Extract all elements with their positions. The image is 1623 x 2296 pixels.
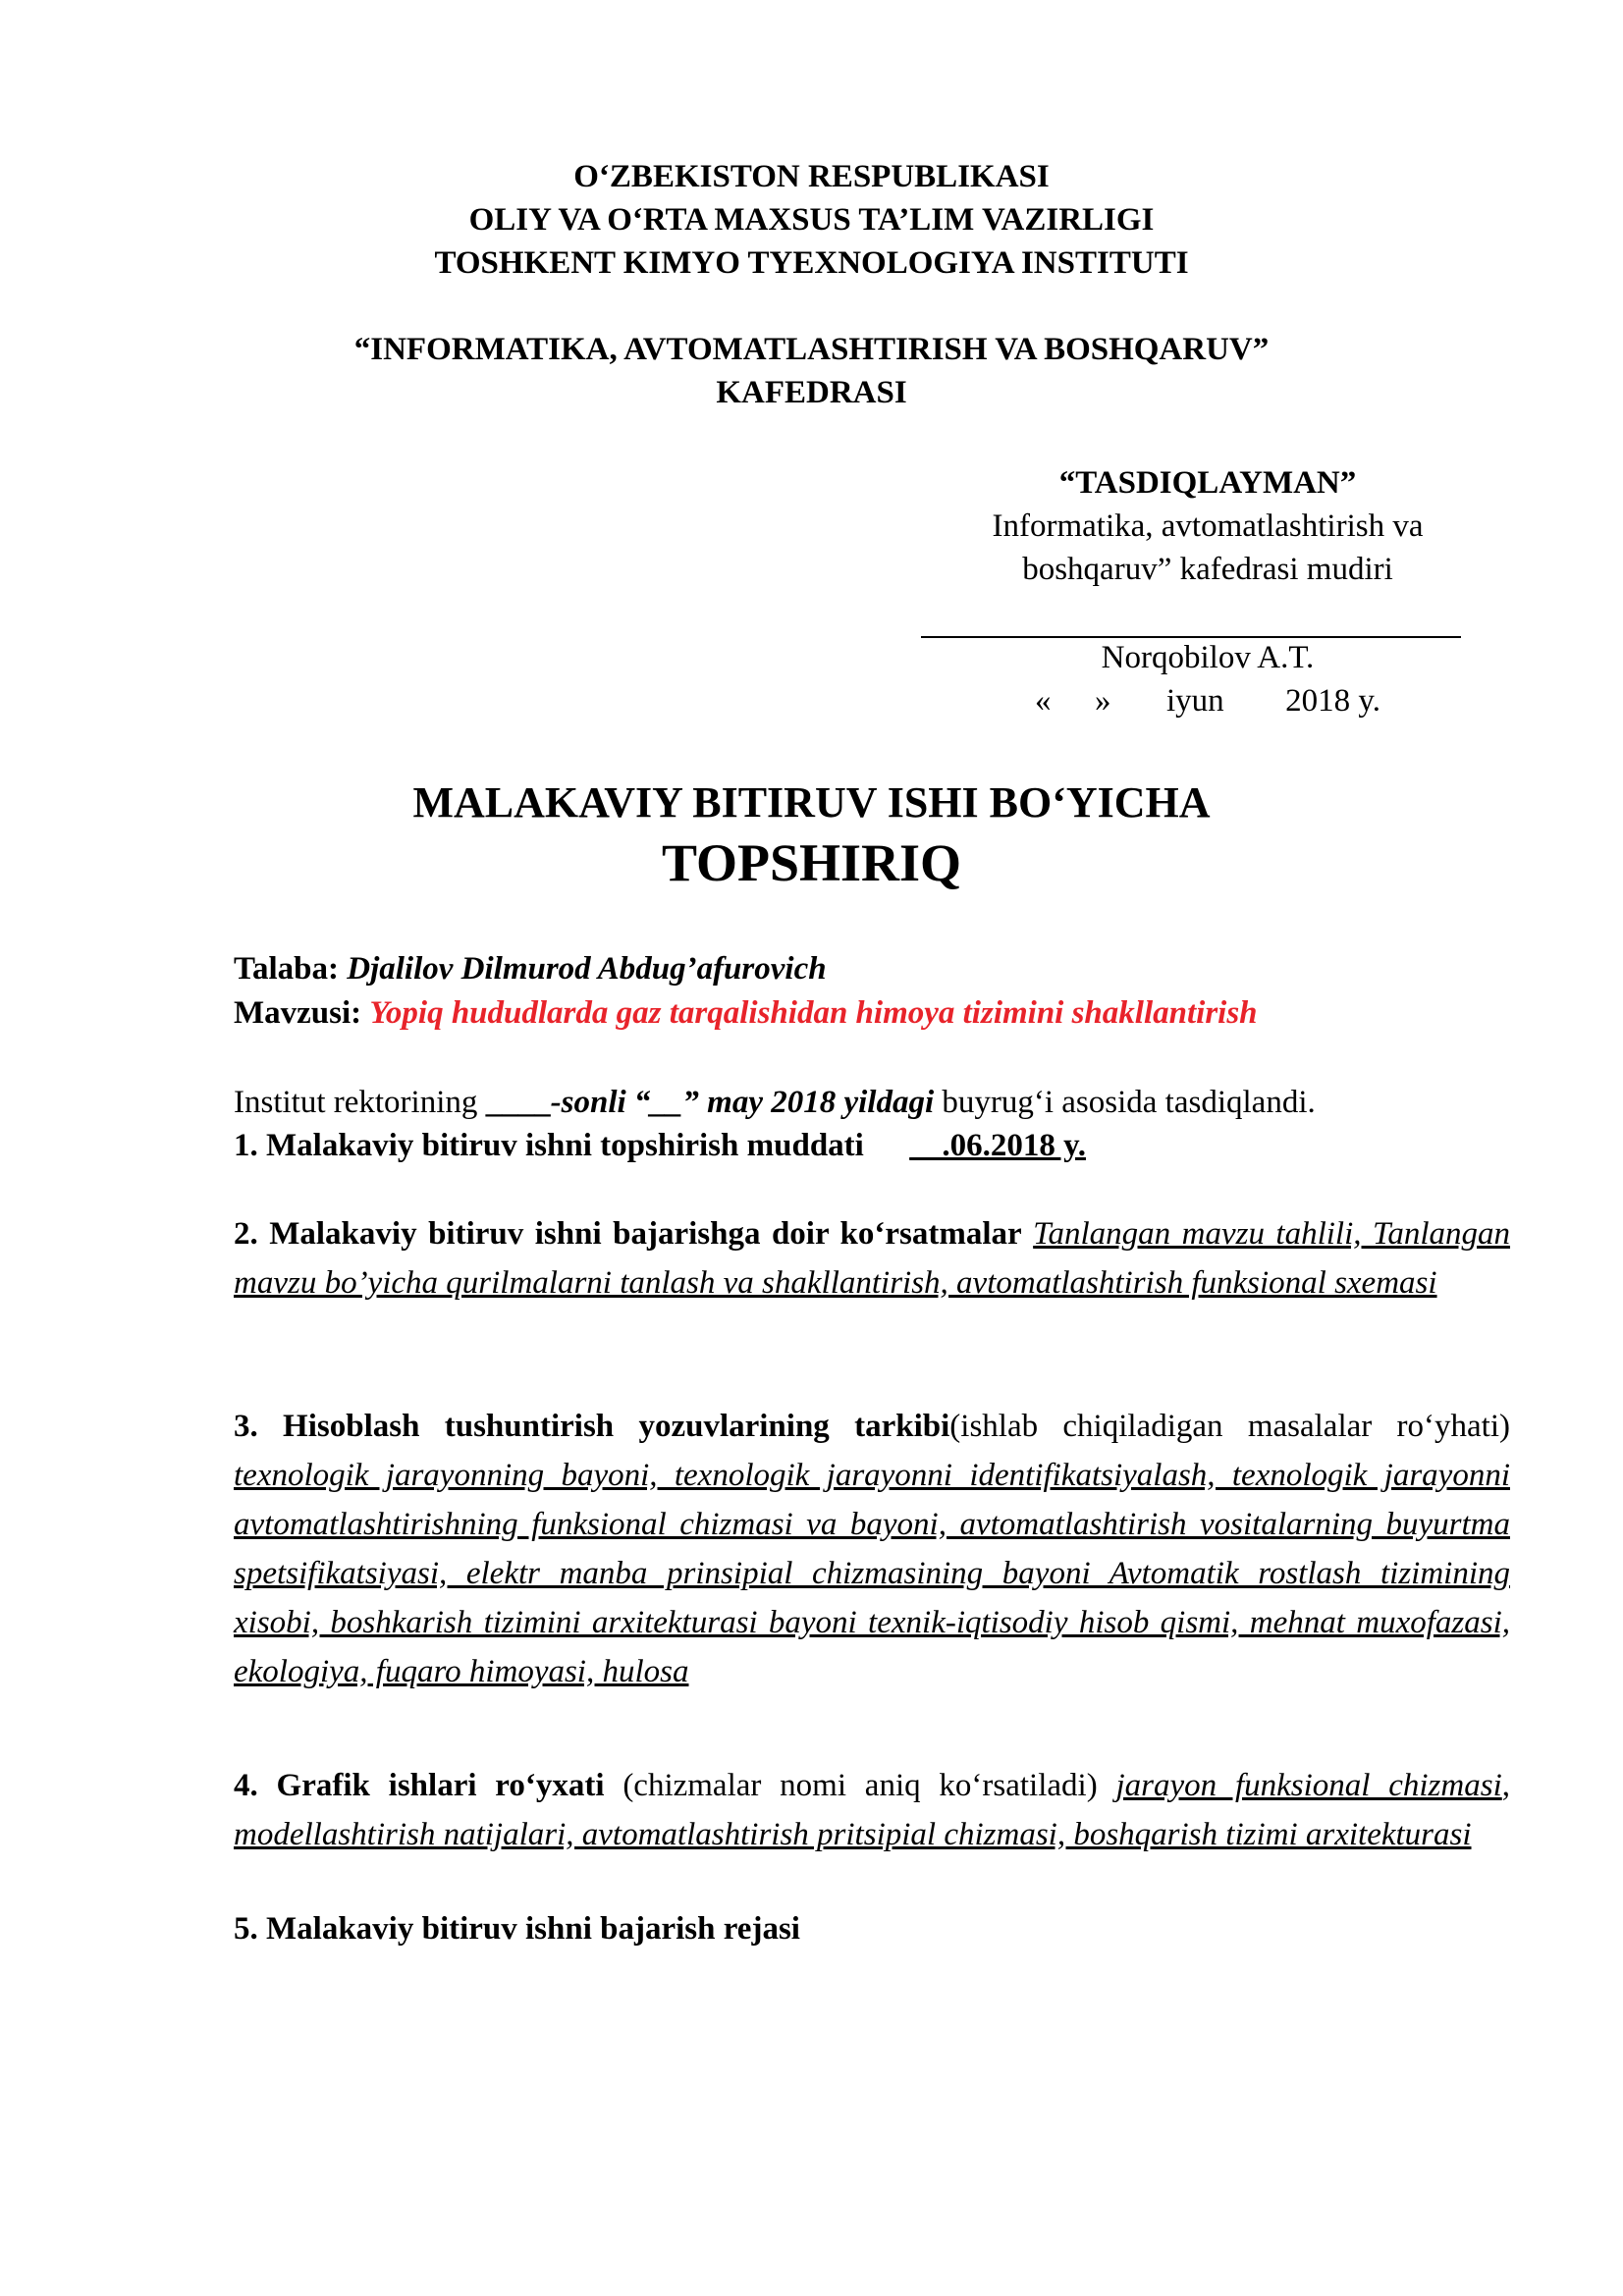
document-subtitle: TOPSHIRIQ — [661, 833, 962, 892]
item-1-value: __.06.2018 y. — [909, 1128, 1087, 1163]
student-label: Talaba: — [234, 951, 339, 987]
header-ministry: OLIY VA O‘RTA MAXSUS TA’LIM VAZIRLIGI — [468, 202, 1155, 238]
item-4-separator: , — [1501, 1768, 1510, 1803]
item-4-value-b: modellashtirish natijalari, avtomatlashtirish pritsipial chizmasi, boshqarish tizimi arxitekturasi — [234, 1817, 1472, 1852]
item-4-note: (chizmalar nomi aniq ko‘rsatiladi) — [622, 1768, 1098, 1803]
item-4-label: 4. Grafik ishlari ro‘yxati — [234, 1768, 605, 1803]
approver-name: Norqobilov A.T. — [1101, 640, 1315, 675]
item-4 — [234, 1761, 1510, 1859]
date-month: iyun — [1165, 683, 1224, 719]
approval-date — [884, 679, 1532, 722]
date-quote-close: » — [1094, 683, 1111, 719]
topic-label: Mavzusi: — [234, 995, 362, 1031]
order-line — [234, 1078, 1510, 1127]
item-3 — [234, 1402, 1510, 1696]
item-2 — [234, 1209, 1510, 1308]
order-blank: ____ — [485, 1085, 551, 1120]
date-quote-open: « — [1034, 683, 1052, 719]
item-4-value-a: jarayon funksional chizmasi — [1115, 1768, 1502, 1803]
student-line — [234, 944, 1510, 993]
order-suffix: buyrug‘i asosida tasdiqlandi. — [942, 1085, 1316, 1120]
approval-title: “TASDIQLAYMAN” — [1058, 465, 1357, 501]
item-3-label: 3. Hisoblash tushuntirish yozuvlarining tarkibi — [234, 1409, 950, 1444]
item-1-label: 1. Malakaviy bitiruv ishni topshirish muddati — [234, 1128, 864, 1163]
topic-line — [234, 988, 1510, 1038]
date-year: 2018 y. — [1285, 683, 1381, 719]
item-1 — [234, 1121, 1510, 1170]
topic-value: Yopiq hududlarda gaz tarqalishidan himoya tizimini shakllantirish — [369, 995, 1258, 1031]
item-2-label: 2. Malakaviy bitiruv ishni bajarishga doir ko‘rsatmalar — [234, 1216, 1022, 1252]
approval-line-1: Informatika, avtomatlashtirish va — [992, 508, 1424, 544]
order-prefix: Institut rektorining — [234, 1085, 478, 1120]
document-title: MALAKAVIY BITIRUV ISHI BO‘YICHA — [412, 778, 1211, 827]
header-institute: TOSHKENT KIMYO TYEXNOLOGIYA INSTITUTI — [434, 245, 1189, 281]
header-department-suffix: KAFEDRASI — [716, 375, 907, 410]
header-department: “INFORMATIKA, AVTOMATLASHTIRISH VA BOSHQARUV” — [353, 332, 1270, 367]
order-middle: -sonli “__” may 2018 yildagi — [550, 1085, 935, 1120]
student-name: Djalilov Dilmurod Abdug’afurovich — [347, 951, 827, 987]
item-3-note: (ishlab chiqiladigan masalalar ro‘yhati) — [949, 1409, 1510, 1444]
item-3-value: texnologik jarayonning bayoni, texnologik jarayonni identifikatsiyalash, texnologik jarayonni avtomatlashtirishning funksional chizmasi va bayoni, avtomatlashtirish vositalarning buyurtma spetsifikatsiyasi, elektr manba prinsipial chizmasining bayoni Avtomatik rostlash tizimining xisobi, boshkarish tizimini arxitekturasi bayoni texnik-iqtisodiy hisob qismi, mehnat muxofazasi, ekologiya, fuqaro himoyasi, hulosa — [234, 1458, 1510, 1689]
item-5-label: 5. Malakaviy bitiruv ishni bajarish rejasi — [234, 1911, 800, 1947]
item-2-value: Tanlangan mavzu tahlili, Tanlangan mavzu bo’yicha qurilmalarni tanlash va shakllantirish, avtomatlashtirish funksional sxemasi — [234, 1216, 1511, 1301]
approval-line-2: boshqaruv” kafedrasi mudiri — [1022, 552, 1393, 587]
item-5 — [234, 1904, 1510, 1953]
header-country: O‘ZBEKISTON RESPUBLIKASI — [573, 159, 1050, 194]
